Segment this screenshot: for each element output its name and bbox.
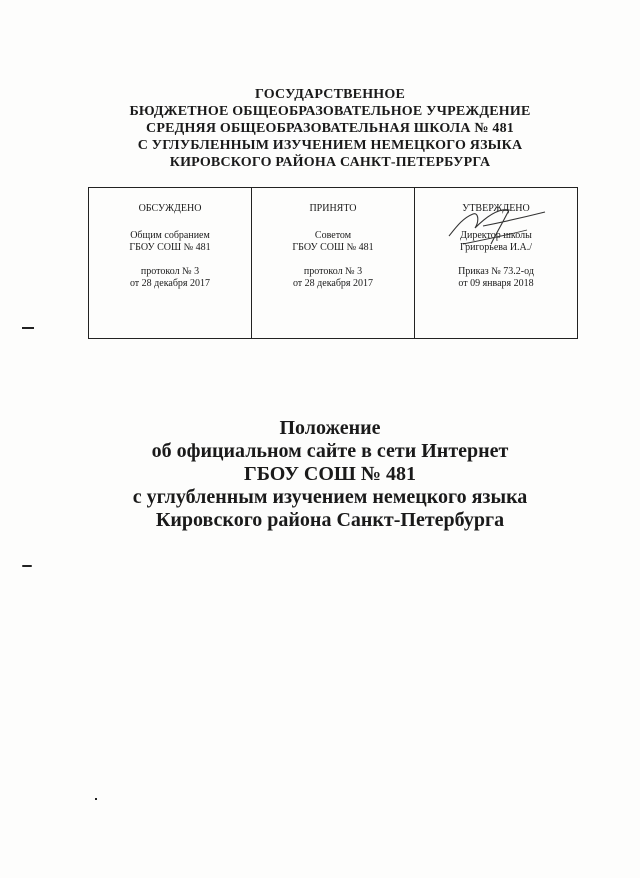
organization-header — [60, 86, 600, 171]
title-line: ГБОУ СОШ № 481 — [244, 463, 416, 485]
accepted-body-line: ГБОУ СОШ № 481 — [292, 242, 374, 253]
approved-date: от 09 января 2018 — [458, 278, 534, 289]
title-line: об официальном сайте в сети Интернет — [151, 440, 509, 462]
header-line: СРЕДНЯЯ ОБЩЕОБРАЗОВАТЕЛЬНАЯ ШКОЛА № 481 — [146, 121, 514, 136]
header-line: ГОСУДАРСТВЕННОЕ — [255, 87, 405, 102]
scan-mark — [22, 565, 32, 567]
approved-order: Приказ № 73.2-од — [458, 266, 534, 277]
discussed-title: ОБСУЖДЕНО — [138, 203, 202, 214]
handwritten-signature — [443, 196, 553, 256]
scan-mark — [95, 798, 97, 800]
spacer — [252, 254, 414, 266]
discussed-body-line: Общим собранием — [130, 230, 210, 241]
discussed-column — [89, 188, 252, 338]
accepted-protocol: протокол № 3 — [303, 266, 363, 277]
accepted-date: от 28 декабря 2017 — [292, 278, 374, 289]
title-line: Положение — [279, 417, 381, 439]
spacer — [89, 254, 251, 266]
approved-body-line: Григорьева И.А./ — [459, 242, 533, 253]
header-line: С УГЛУБЛЕННЫМ ИЗУЧЕНИЕМ НЕМЕЦКОГО ЯЗЫКА — [137, 138, 523, 153]
title-line: с углубленным изучением немецкого языка — [132, 486, 528, 508]
title-line: Кировского района Санкт-Петербурга — [155, 509, 505, 531]
discussed-date: от 28 декабря 2017 — [129, 278, 211, 289]
discussed-protocol: протокол № 3 — [140, 266, 200, 277]
scan-mark — [22, 327, 34, 329]
document-title — [60, 417, 600, 532]
approval-table — [88, 187, 578, 339]
discussed-body-line: ГБОУ СОШ № 481 — [129, 242, 211, 253]
accepted-body-line: Советом — [314, 230, 352, 241]
approved-column — [415, 188, 577, 338]
accepted-column — [252, 188, 415, 338]
accepted-title: ПРИНЯТО — [309, 203, 357, 214]
approved-title: УТВЕРЖДЕНО — [462, 203, 530, 214]
approved-body-line: Директор школы — [460, 230, 532, 241]
header-line: БЮДЖЕТНОЕ ОБЩЕОБРАЗОВАТЕЛЬНОЕ УЧРЕЖДЕНИЕ — [129, 104, 531, 119]
header-line: КИРОВСКОГО РАЙОНА САНКТ-ПЕТЕРБУРГА — [169, 155, 491, 170]
